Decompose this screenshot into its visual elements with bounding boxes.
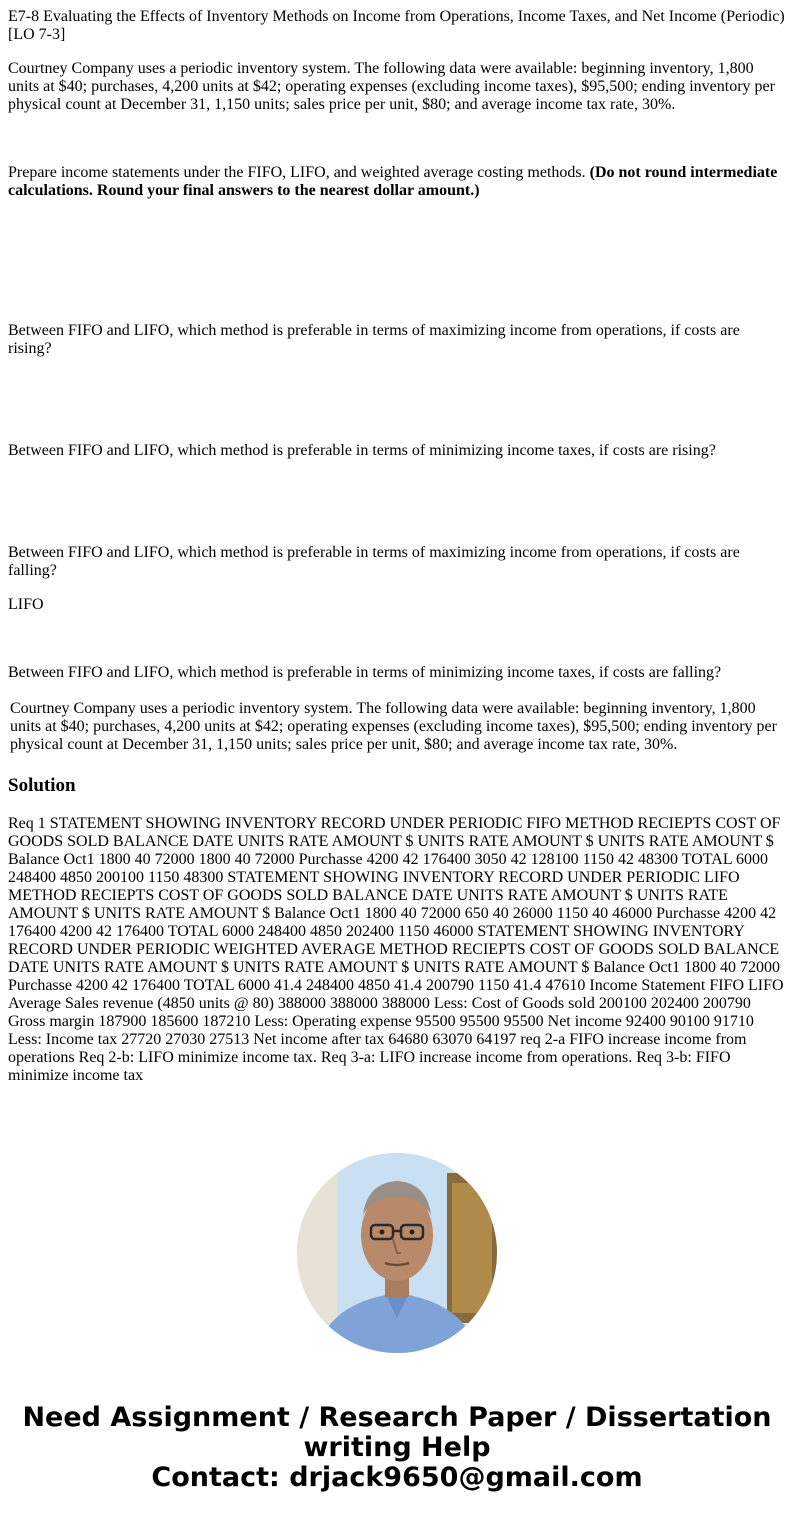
question-3a: Between FIFO and LIFO, which method is preferable in terms of maximizing income from operations, if costs are falling? — [8, 544, 740, 579]
solution-heading: Solution — [8, 775, 76, 796]
question-2a: Between FIFO and LIFO, which method is preferable in terms of maximizing income from operations, if costs are rising? — [8, 322, 740, 357]
author-avatar — [297, 1153, 497, 1353]
banner-line-2: writing Help — [303, 1432, 491, 1463]
contact-banner — [0, 1403, 794, 1493]
banner-line-1: Need Assignment / Research Paper / Dissertation — [22, 1402, 772, 1433]
prepare-text: Prepare income statements under the FIFO, LIFO, and weighted average costing methods. — [8, 164, 590, 181]
author-portrait-image — [297, 1153, 497, 1353]
question-2b: Between FIFO and LIFO, which method is preferable in terms of minimizing income taxes, if costs are rising? — [8, 442, 716, 459]
solution-body: Req 1 STATEMENT SHOWING INVENTORY RECORD UNDER PERIODIC FIFO METHOD RECIEPTS COST OF GOODS SOLD BALANCE DATE UNITS RATE AMOUNT $ UNITS RATE AMOUNT $ UNITS RATE AMOUNT $ Balance Oct1 1800 40 72000 1800 40 72000 Purchasse 4200 42 176400 3050 42 128100 1150 42 48300 TOTAL 6000 248400 4850 200100 1150 48300 STATEMENT SHOWING INVENTORY RECORD UNDER PERIODIC LIFO METHOD RECIEPTS COST OF GOODS SOLD BALANCE DATE UNITS RATE AMOUNT $ UNITS RATE AMOUNT $ UNITS RATE AMOUNT $ Balance Oct1 1800 40 72000 650 40 26000 1150 40 46000 Purchasse 4200 42 176400 4200 42 176400 TOTAL 6000 248400 4850 202400 1150 46000 STATEMENT SHOWING INVENTORY RECORD UNDER PERIODIC WEIGHTED AVERAGE METHOD RECIEPTS COST OF GOODS SOLD BALANCE DATE UNITS RATE AMOUNT $ UNITS RATE AMOUNT $ UNITS RATE AMOUNT $ Balance Oct1 1800 40 72000 Purchasse 4200 42 176400 TOTAL 6000 41.4 248400 4850 41.4 200790 1150 41.4 47610 Income Statement FIFO LIFO Average Sales revenue (4850 units @ 80) 388000 388000 388000 Less: Cost of Goods sold 200100 202400 200790 Gross margin 187900 185600 187210 Less: Operating expense 95500 95500 95500 Net income 92400 90100 91710 Less: Income tax 27720 27030 27513 Net income after tax 64680 63070 64197 req 2-a FIFO increase income from operations Req 2-b: LIFO minimize income tax. Req 3-a: LIFO increase income from operations. Req 3-b: FIFO minimize income tax — [8, 815, 784, 1084]
prepare-instruction — [8, 164, 786, 200]
scenario-repeat: Courtney Company uses a periodic inventory system. The following data were available: beginning inventory, 1,800 units at $40; purchases, 4,200 units at $42; operating expenses (excluding income taxes), $95,500; ending inventory per physical count at December 31, 1,150 units; sales price per unit, $80; and average income tax rate, 30%. — [10, 700, 777, 753]
answer-3a: LIFO — [8, 596, 44, 613]
banner-contact-line: Contact: drjack9650@gmail.com — [151, 1462, 643, 1493]
question-scenario: Courtney Company uses a periodic inventory system. The following data were available: beginning inventory, 1,800 units at $40; purchases, 4,200 units at $42; operating expenses (excluding income taxes), $95,500; ending inventory per physical count at December 31, 1,150 units; sales price per unit, $80; and average income tax rate, 30%. — [8, 60, 775, 113]
question-3b: Between FIFO and LIFO, which method is preferable in terms of minimizing income taxes, if costs are falling? — [8, 664, 722, 681]
question-title: E7-8 Evaluating the Effects of Inventory Methods on Income from Operations, Income Taxes, and Net Income (Periodic) [LO 7-3] — [8, 8, 785, 43]
prepare-bold-note: (Do not round intermediate calculations. Round your final answers to the nearest dollar amount.) — [8, 164, 778, 199]
